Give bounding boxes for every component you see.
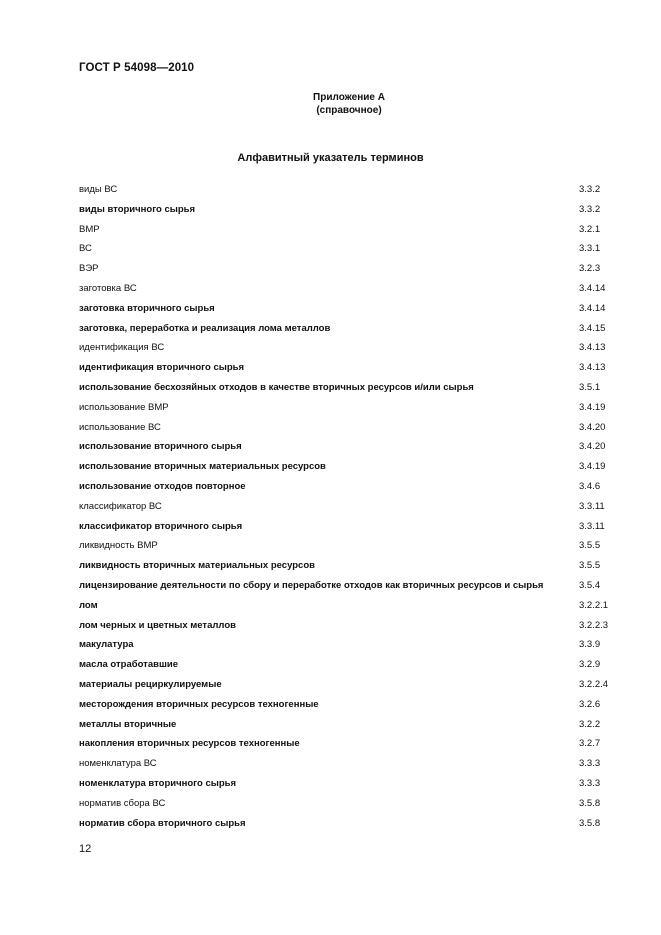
index-entry (79, 517, 624, 537)
index-entry (79, 754, 624, 774)
index-term: масла отработавшие (79, 659, 178, 671)
index-entry (79, 814, 624, 834)
index-term: ВМР (79, 223, 100, 235)
index-entry (79, 437, 624, 457)
index-reference: 3.3.11 (579, 520, 605, 532)
index-term: норматив сбора ВС (79, 797, 166, 809)
index-reference: 3.3.2 (579, 203, 601, 215)
index-entry (79, 457, 624, 477)
index-reference: 3.4.20 (579, 421, 606, 433)
index-entry (79, 596, 624, 616)
index-reference: 3.4.14 (579, 302, 606, 314)
index-reference: 3.5.8 (579, 817, 601, 829)
index-term: использование вторичных материальных ресурсов (79, 461, 326, 473)
index-term: макулатура (79, 639, 134, 651)
index-term: использование отходов повторное (79, 480, 246, 492)
index-entry (79, 734, 624, 754)
index-reference: 3.3.3 (579, 758, 601, 770)
index-entry (79, 695, 624, 715)
index-entry (79, 398, 624, 418)
index-entry (79, 497, 624, 517)
index-term: идентификация ВС (79, 342, 165, 354)
index-reference: 3.2.2.4 (579, 678, 609, 690)
index-entry (79, 338, 624, 358)
index-entry (79, 418, 624, 438)
index-reference: 3.3.1 (579, 243, 601, 255)
index-reference: 3.5.5 (579, 540, 601, 552)
index-reference: 3.4.20 (579, 441, 606, 453)
index-reference: 3.2.7 (579, 738, 601, 750)
index-reference: 3.2.2.1 (579, 599, 609, 611)
appendix-type: (справочное) (316, 105, 382, 116)
index-entry (79, 477, 624, 497)
index-term: норматив сбора вторичного сырья (79, 817, 246, 829)
index-entry (79, 180, 624, 200)
index-term: идентификация вторичного сырья (79, 362, 245, 374)
index-reference: 3.3.2 (579, 184, 601, 195)
index-reference: 3.4.13 (579, 362, 606, 374)
index-reference: 3.2.6 (579, 698, 601, 710)
index-entry (79, 635, 624, 655)
index-reference: 3.3.3 (579, 777, 601, 789)
index-reference: 3.2.2 (579, 718, 601, 730)
index-term: месторождения вторичных ресурсов техногенные (79, 698, 319, 710)
index-reference: 3.4.15 (579, 322, 606, 334)
index-reference: 3.2.3 (579, 263, 601, 275)
index-reference: 3.4.19 (579, 461, 606, 473)
index-term: заготовка, переработка и реализация лома металлов (79, 322, 331, 334)
index-term: ликвидность ВМР (79, 540, 158, 552)
index-term: использование вторичного сырья (79, 441, 242, 453)
index-entry (79, 715, 624, 735)
index-reference: 3.4.13 (579, 342, 606, 354)
index-entry (79, 200, 624, 220)
index-entry (79, 576, 624, 596)
index-term: лицензирование деятельности по сбору и переработке отходов как вторичных ресурсов и сырья (79, 579, 544, 591)
index-term: заготовка ВС (79, 282, 137, 294)
index-reference: 3.4.19 (579, 401, 606, 413)
index-reference: 3.4.6 (579, 480, 601, 492)
index-term: использование бесхозяйных отходов в качестве вторичных ресурсов и/или сырья (79, 381, 474, 393)
index-entry (79, 239, 624, 259)
document-code: ГОСТ Р 54098—2010 (79, 62, 195, 74)
index-entry (79, 299, 624, 319)
index-term: металлы вторичные (79, 718, 177, 730)
index-term: лом черных и цветных металлов (79, 619, 236, 631)
index-term: номенклатура ВС (79, 758, 157, 770)
index-term: номенклатура вторичного сырья (79, 777, 237, 789)
index-term: ВЭР (79, 263, 99, 275)
index-entry (79, 319, 624, 339)
index-entry (79, 259, 624, 279)
index-entry (79, 556, 624, 576)
appendix-title: Приложение А (313, 92, 385, 103)
index-entry (79, 220, 624, 240)
index-reference: 3.5.4 (579, 579, 601, 591)
index-term: заготовка вторичного сырья (79, 302, 215, 314)
index-term: виды ВС (79, 184, 118, 195)
index-reference: 3.4.14 (579, 282, 606, 294)
index-reference: 3.5.8 (579, 797, 601, 809)
index-reference: 3.5.5 (579, 560, 601, 572)
index-term: материалы рециркулируемые (79, 678, 222, 690)
index-term: лом (79, 599, 98, 611)
index-entry (79, 358, 624, 378)
index-entry (79, 794, 624, 814)
index-reference: 3.5.1 (579, 381, 601, 393)
index-term: классификатор вторичного сырья (79, 520, 243, 532)
index-entry (79, 378, 624, 398)
index-entry (79, 675, 624, 695)
page-number: 12 (79, 843, 92, 855)
index-entry (79, 616, 624, 636)
index-term: использование ВС (79, 421, 161, 433)
index-term: накопления вторичных ресурсов техногенные (79, 738, 300, 750)
index-term: классификатор ВС (79, 500, 162, 512)
index-reference: 3.2.9 (579, 659, 601, 671)
index-term: использование ВМР (79, 401, 169, 413)
index-term: ликвидность вторичных материальных ресурсов (79, 560, 315, 572)
index-entry (79, 536, 624, 556)
index-entry (79, 774, 624, 794)
index-reference: 3.2.2.3 (579, 619, 609, 631)
appendix-heading (300, 91, 398, 117)
index-entry (79, 655, 624, 675)
index-reference: 3.3.11 (579, 500, 605, 512)
terms-index-list (79, 180, 624, 833)
index-entry (79, 279, 624, 299)
index-term: ВС (79, 243, 92, 255)
index-term: виды вторичного сырья (79, 203, 196, 215)
index-title: Алфавитный указатель терминов (237, 152, 424, 164)
index-reference: 3.2.1 (579, 223, 601, 235)
index-reference: 3.3.9 (579, 639, 601, 651)
